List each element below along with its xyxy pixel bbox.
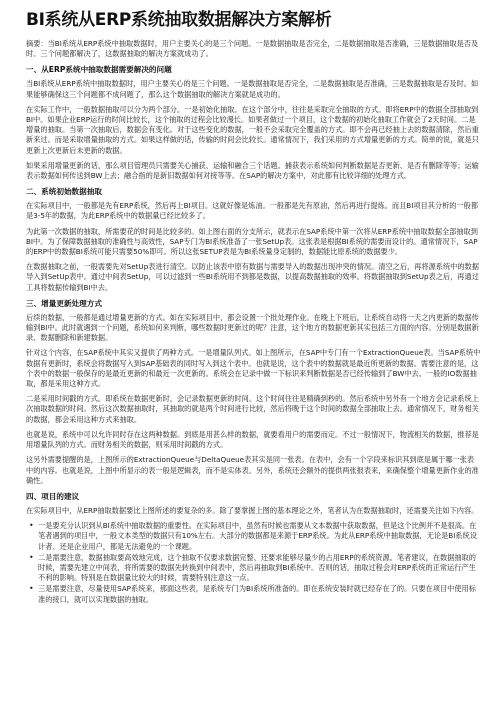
paragraph: 当BI系统从ERP系统中抽取数据时，用户主要关心的是三个问题。一是数据抽取是否完全，二是数据抽取是否准确，三是数据抽取是否及时。如果能够确保这三个问题都不成问题了，那么这个数据抽取的解决方案就是成功的。 <box>26 79 479 99</box>
paragraph: 也就是说，系统中可以允许同时存在这两种数据。到底是用甚么样的数据，就要看用户的需要而定。不过一般情况下，物流相关的数据，推荐是用增量队列的方式。而财务相关的数据，则采用时间戳的方式。 <box>26 429 479 450</box>
section-heading: 三、增量更新处理方式 <box>26 298 102 308</box>
list-item: • 一是要充分认识到从BI系统中抽取数据的重要性。在实际项目中，虽然有时候也需要从文本数据中获取数据，但是这个比例并不是很高。在笔者遇到的项目中，一般文本类型的数据只有10%左右。大部分的数据都是来源于ERP系统。为此从ERP系统中抽取数据，无论是BI系统设计者、还是企业用户，都是无法避免的一个课题。 <box>38 521 481 552</box>
paragraph: 这另外需要提醒的是，上图所示的ExtractionQueue与DeltaQueue表其实是同一张表。在表中，会有一个字段来标识其到底是属于哪一张表中的内容。也就是说，上图中所显示的表一般是逻辑表，而不是实体表。另外，系统还会额外的提供两张报表来，来确保整个增量更新作业的准确性。 <box>26 455 479 485</box>
paragraph: 为此第一次数据的抽取，所需要花的时间是比较多的。如上图右面的分支所示，就表示在SAP系统中第一次将从ERP系统中抽取数据全部抽取到BI中。为了保障数据抽取的准确性与高效性，SAP专门为BI系统准备了一张SetUp表。这张表是根据BI系统的需要而设计的。通常情况下，SAP的ERP中的数据BI系统可能只需要50%即可。所以这张SETUP表是为BI系统量身定制的，数据能比原系统的数据要少。 <box>26 226 478 257</box>
paragraph: 在实际项目中，从ERP抽取数据要比上图所述的要复杂的多。除了要掌握上图的基本理论之外，笔者认为在数据抽取时，还需要关注如下内容。 <box>26 505 479 515</box>
abstract <box>26 39 481 59</box>
section-2 <box>26 187 481 293</box>
paragraph: 在数据抽取之前，一般需要先对SetUp表进行清空。以防止该表中原有数据与需要导入的数据出现冲突的情况。清空之后，再将源系统中的数据导入到SetUp表中。通过中间表SetUp，可以过滤到一些BI系统用不到都是数据，以提高数据抽取的效率。将数据抽取到SetUp表之后，再通过工具将数据传输到BI中去。 <box>26 262 479 292</box>
abstract-label: 摘要： <box>26 39 48 48</box>
list-item: • 二是需要注意，数据抽取要高效地完成，这个抽取不仅要求数据完整、还要求能够尽量少的占用ERP的系统资源。笔者建议，在数据抽取的时候，需要先建立中间表，将所需要的数据先转换到中间表中，然后再抽取到BI系统中。否则的话，抽取过程会对ERP系统的正常运行产生不利的影响。特别是在数据量比较大的时候，需要特别注意这一点。 <box>38 553 481 584</box>
section-1 <box>26 65 481 181</box>
paragraph: 后续的数据，一般都是通过增量更新的方式。如在实际项目中，都会设置一个批处理作业。在晚上下班后，让系统自动将一天之内更新的数据传输到BI中。此时就遇到一个问题，系统如何来判断，哪些数据时更新过的呢？注意，这个地方的数据更新其实包括三方面的内容。分别是数据新录、数据删除和新建数据。 <box>26 312 479 343</box>
section-3 <box>26 299 481 486</box>
abstract-text: 当BI系统从ERP系统中抽取数据时，用户主要关心的是三个问题。一是数据抽取是否完全，二是数据抽取是否准确，三是数据抽取是否及时。三个问题都解决了，这数据抽取的解决方案就成功了。 <box>26 39 479 59</box>
section-4 <box>26 492 481 605</box>
paragraph: 在实际工作中，一般数据抽取可以分为两个部分。一是初始化抽取。在这个部分中，往往是采取完全抽取的方式。即将ERP中的数据全部抽取到BI中。如果企业ERP运行的时间比较长，这个抽取的过程会比较漫长。如果者做过一个项目，这个数据的初始化抽取工作就会了2天时间。二是增量的抽取。当第一次抽取后，数据会有变化。对于这些变化的数据，一般不会采取完全覆盖的方式。即不会再已经抽上去的数据清除，然后重新来过。而是采取增量抽取的方式。如果这样做的话，传输的时间会比较长。通常情况下，我们采用的方式增量更新的方式。简单的说，就是只更新上次更新后未更新的数据。 <box>26 104 479 155</box>
list-item: • 三是需要注意，尽量使用SAP系统来，那面这些表，是系统专门为BI系统所准备的。即在系统安装时就已经存在了的。只要在项目中使用标准的接口，就可以实现数据的抽取。 <box>38 584 481 604</box>
paragraph: 如果采用增量更新的话，那么项目管理员只需要关心捕获、运输和融合三个话题。捕获表示系统如何判断数据是否更新、是否有删除等等；运输表示数据如何传送到BW上去；融合指的是新旧数据如何对接等等。在SAP的解决方案中，对此都有比较详细的处理方式。 <box>26 160 479 181</box>
paragraph: 在实际项目中，一般都是先有ERP系统，然后再上BI项目。这就好像是炼油。一般都是先有原油，然后再进行提炼。而且BI项目其分析的一般都是3-5年的数据，为此ERP系统中的数据量已经比较多了。 <box>26 201 479 221</box>
recommendation-list <box>26 521 481 605</box>
section-heading: 一、从ERP系统中抽取数据需要解决的问题 <box>26 65 172 75</box>
document-title: BI系统从ERP系统抽取数据解决方案解析 <box>26 10 332 30</box>
paragraph: 针对这个内容，在SAP系统中其实又提供了两种方式。一是增量队列式。如上图所示，在SAP中专门有一个ExtractionQueue表。当SAP系统中数据有更新时，系统会将数据写入到SAP基础表的同时写入到这个表中。也就是说，这个表中的数据就是最近所更新的数据。需要注意的是，这个表中的数据一般保存的是最近更新的和最近一次更新的。系统会在记录中做一下标识来判断数据是否已经传输到了BW中去。一般的IO数据抽取，都是采用这种方式。 <box>26 348 481 389</box>
section-heading: 四、项目的建议 <box>26 491 80 501</box>
paragraph: 二是采用时间戳的方式。即系统在数据更新时，会记录数据更新的时间。这个时间往往是精确到秒的。然后系统中另外有一个地方会记录系统上次抽取数据的时间。然后这次数据抽取时，其抽取的就是两个时间进行比较，然后将晚于这个时间的数据全部抽取上去。通常情况下，财务相关的数据，都会采用这种方式来抽取。 <box>26 394 479 424</box>
section-heading: 二、系统初始数据抽取 <box>26 187 102 197</box>
